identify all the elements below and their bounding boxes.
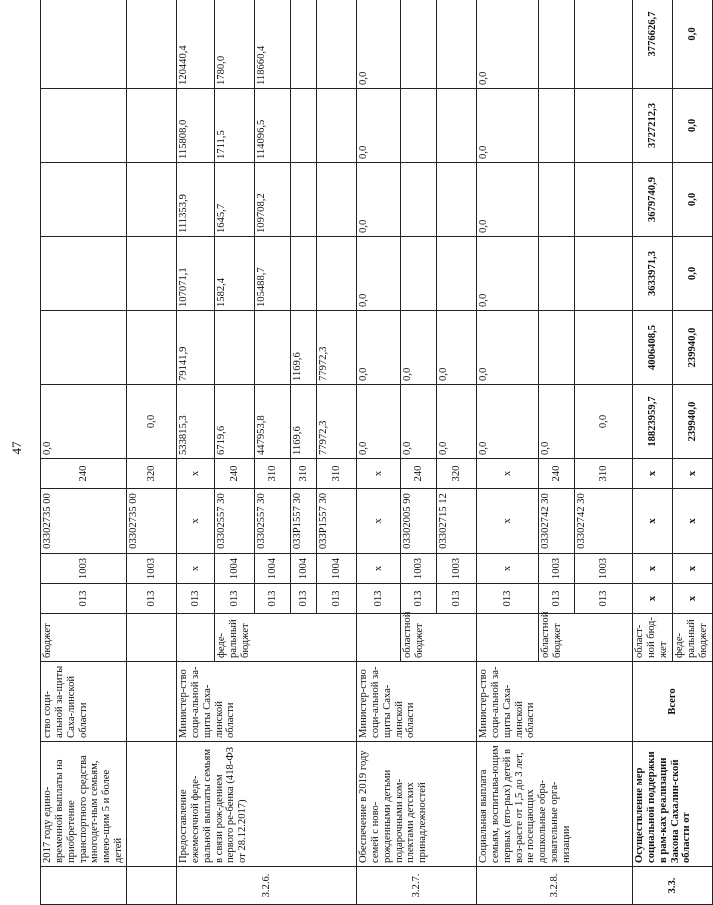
table-cell: Министер-ство соци-альной за-щиты Саха-линской области <box>477 662 633 742</box>
table-cell: 0,0 <box>673 89 713 163</box>
table-cell <box>575 237 633 311</box>
table-cell: 0,0 <box>357 311 401 385</box>
table-cell: феде-ральный бюджет <box>215 614 357 662</box>
table-cell: 1003 <box>437 554 477 584</box>
table-cell: 115808,0 <box>177 89 215 163</box>
table-cell: 240 <box>539 459 575 489</box>
table-cell <box>437 89 477 163</box>
table-cell: 3679740,9 <box>633 163 673 237</box>
table-cell: 18823959,7 <box>633 385 673 459</box>
table-cell: x <box>477 489 539 554</box>
table-cell: 107071,1 <box>177 237 215 311</box>
table-cell: 0,0 <box>477 237 539 311</box>
table-cell: 3.2.8. <box>477 867 633 905</box>
table-cell: 033P1557 30 <box>317 489 357 554</box>
table-cell <box>127 237 177 311</box>
table-cell <box>437 0 477 89</box>
table-cell: 03302557 30 <box>215 489 255 554</box>
table-cell: Предоставление ежемесячной феде-ральной выплаты семьям в связи рож-дением первого ре-бенка (418-ФЗ от 28.12.2017) <box>177 742 357 867</box>
table-cell: 1645,7 <box>215 163 255 237</box>
table-cell: 3.3. <box>633 867 713 905</box>
table-cell: x <box>177 459 215 489</box>
table-cell: 1169,6 <box>291 385 317 459</box>
table-cell: 013 <box>255 584 291 614</box>
table-cell: 77972,3 <box>317 311 357 385</box>
table-row <box>127 0 177 905</box>
table-cell: 0,0 <box>357 89 401 163</box>
table-cell: 0,0 <box>477 311 539 385</box>
table-cell: 240 <box>215 459 255 489</box>
table-cell: 03302005 90 <box>401 489 437 554</box>
table-cell: 1003 <box>127 554 177 584</box>
table-cell: областной бюджет <box>401 614 477 662</box>
table-cell: 320 <box>437 459 477 489</box>
table-row <box>357 0 401 905</box>
table-cell: 0,0 <box>477 0 539 89</box>
table-cell: бюджет <box>41 614 127 662</box>
table-cell: 0,0 <box>41 385 127 459</box>
table-cell <box>477 614 539 662</box>
table-cell <box>539 237 575 311</box>
budget-table <box>40 0 713 905</box>
table-cell: x <box>177 489 215 554</box>
table-cell: 0,0 <box>477 163 539 237</box>
table-cell <box>357 614 401 662</box>
table-cell: 1003 <box>41 554 127 584</box>
table-cell: Обеспечение в 2019 году семей с ново-рожденными детьми подарочными ком-плектами детских принадлежностей <box>357 742 477 867</box>
table-cell: 0,0 <box>575 385 633 459</box>
table-cell: 1711,5 <box>215 89 255 163</box>
table-cell <box>539 163 575 237</box>
table-cell <box>127 742 177 867</box>
table-cell <box>41 867 127 905</box>
table-cell: 0,0 <box>401 311 437 385</box>
table-cell: 0,0 <box>357 237 401 311</box>
table-cell <box>575 89 633 163</box>
table-cell: 1004 <box>317 554 357 584</box>
table-cell <box>317 237 357 311</box>
table-cell: 3633971,3 <box>633 237 673 311</box>
table-cell: 1003 <box>539 554 575 584</box>
table-cell: 013 <box>401 584 437 614</box>
table-cell: x <box>477 459 539 489</box>
table-cell: 0,0 <box>673 163 713 237</box>
table-row <box>177 0 215 905</box>
table-cell: 240 <box>41 459 127 489</box>
table-cell: 118660,4 <box>255 0 291 89</box>
table-cell <box>437 163 477 237</box>
table-cell <box>41 311 127 385</box>
table-cell: 114096,5 <box>255 89 291 163</box>
table-row <box>633 0 673 905</box>
table-cell <box>539 89 575 163</box>
table-cell: феде-ральный бюджет <box>673 614 713 662</box>
table-cell: x <box>357 489 401 554</box>
table-cell: x <box>633 584 673 614</box>
table-cell <box>401 163 437 237</box>
table-cell: 0,0 <box>357 385 401 459</box>
table-cell: 1003 <box>401 554 437 584</box>
table-cell <box>317 0 357 89</box>
table-cell: 0,0 <box>357 0 401 89</box>
table-cell: 03302735 00 <box>127 489 177 554</box>
table-cell: 3776626,7 <box>633 0 673 89</box>
table-cell: 3.2.7. <box>357 867 477 905</box>
table-cell: 03302742 30 <box>575 489 633 554</box>
table-cell: 533815,3 <box>177 385 215 459</box>
table-cell: 013 <box>215 584 255 614</box>
table-cell: 013 <box>477 584 539 614</box>
table-cell: 77972,3 <box>317 385 357 459</box>
table-cell: 033P1557 30 <box>291 489 317 554</box>
table-cell: 013 <box>437 584 477 614</box>
table-cell: 0,0 <box>401 385 437 459</box>
table-cell <box>539 311 575 385</box>
table-cell <box>291 163 317 237</box>
table-cell: 109708,2 <box>255 163 291 237</box>
table-cell <box>575 163 633 237</box>
table-cell <box>401 237 437 311</box>
table-cell <box>127 662 177 742</box>
table-cell <box>575 0 633 89</box>
table-cell: x <box>673 554 713 584</box>
table-cell: 03302735 00 <box>41 489 127 554</box>
table-cell <box>539 0 575 89</box>
table-cell <box>317 163 357 237</box>
table-cell: Всего <box>633 662 713 742</box>
table-cell: 239940,0 <box>673 385 713 459</box>
table-cell: 0,0 <box>357 163 401 237</box>
table-cell: 310 <box>575 459 633 489</box>
table-cell: 013 <box>177 584 215 614</box>
table-cell <box>401 0 437 89</box>
table-cell <box>127 0 177 89</box>
table-cell: 0,0 <box>673 0 713 89</box>
table-row <box>477 0 539 905</box>
table-cell: Социальная выплата семьям, воспитыва-ющим первых (вто-рых) детей в воз-расте от 1,5 до 3 лет, не посещающих дошкольные обра-зовательные орга-низации <box>477 742 633 867</box>
table-cell: област-ной бюд-жет <box>633 614 673 662</box>
table-cell: 013 <box>127 584 177 614</box>
table-cell <box>317 89 357 163</box>
table-cell: 03302742 30 <box>539 489 575 554</box>
table-cell: 013 <box>575 584 633 614</box>
table-cell: ство соци-альной за-щиты Саха-линской области <box>41 662 127 742</box>
table-cell <box>291 89 317 163</box>
budget-table-body <box>41 0 713 905</box>
table-cell <box>127 867 177 905</box>
page-number: 47 <box>9 441 24 455</box>
table-cell <box>127 311 177 385</box>
table-cell: x <box>673 584 713 614</box>
table-cell <box>177 614 215 662</box>
table-cell: 310 <box>317 459 357 489</box>
table-cell: 447953,8 <box>255 385 291 459</box>
table-cell: 111353,9 <box>177 163 215 237</box>
table-cell <box>127 163 177 237</box>
rotated-budget-table-sheet <box>40 0 709 905</box>
table-cell: 0,0 <box>437 385 477 459</box>
table-cell: 1004 <box>215 554 255 584</box>
table-cell: x <box>177 554 215 584</box>
table-cell <box>41 0 127 89</box>
table-cell: Осуществление мер социальной поддержки в рам-ках реализации Закона Сахалин-ской области от <box>633 742 713 867</box>
table-cell: 1004 <box>291 554 317 584</box>
table-cell: 0,0 <box>477 89 539 163</box>
table-cell: 1169,6 <box>291 311 317 385</box>
table-cell <box>41 237 127 311</box>
table-cell: 1780,0 <box>215 0 255 89</box>
table-cell: 013 <box>317 584 357 614</box>
table-cell <box>127 89 177 163</box>
table-cell <box>575 311 633 385</box>
table-cell: 03302715 12 <box>437 489 477 554</box>
table-cell: 310 <box>255 459 291 489</box>
table-cell: 310 <box>291 459 317 489</box>
table-cell <box>437 237 477 311</box>
table-cell: 013 <box>291 584 317 614</box>
table-cell: x <box>673 459 713 489</box>
table-cell: 3727212,3 <box>633 89 673 163</box>
table-cell: областной бюджет <box>539 614 633 662</box>
table-cell <box>127 614 177 662</box>
table-cell: 0,0 <box>539 385 575 459</box>
table-cell: x <box>477 554 539 584</box>
table-cell: 0,0 <box>673 237 713 311</box>
table-cell: 240 <box>401 459 437 489</box>
table-cell: 0,0 <box>127 385 177 459</box>
table-cell: 4006408,5 <box>633 311 673 385</box>
table-cell: 0,0 <box>437 311 477 385</box>
table-cell: 1003 <box>575 554 633 584</box>
table-cell: x <box>633 459 673 489</box>
table-cell: 03302557 30 <box>255 489 291 554</box>
table-cell: 120440,4 <box>177 0 215 89</box>
table-cell: 013 <box>41 584 127 614</box>
table-cell: 013 <box>357 584 401 614</box>
table-cell: Министер-ство соци-альной за-щиты Саха-линской области <box>357 662 477 742</box>
table-cell <box>401 89 437 163</box>
table-cell <box>255 311 291 385</box>
table-cell: 6719,6 <box>215 385 255 459</box>
table-cell <box>291 0 317 89</box>
table-cell: x <box>357 459 401 489</box>
table-cell: 320 <box>127 459 177 489</box>
table-cell <box>215 311 255 385</box>
table-cell <box>41 89 127 163</box>
table-cell: 79141,9 <box>177 311 215 385</box>
table-cell <box>41 163 127 237</box>
table-cell: x <box>357 554 401 584</box>
table-cell: 1004 <box>255 554 291 584</box>
table-cell: x <box>633 489 673 554</box>
table-cell <box>291 237 317 311</box>
table-cell: 1582,4 <box>215 237 255 311</box>
table-cell: Министер-ство соци-альной за-щиты Саха-линской области <box>177 662 357 742</box>
table-cell: x <box>633 554 673 584</box>
table-cell: 2017 году едино-временной выплаты на приобретение транспортного средства многодет-ным семьям, имею-щим 5 и более детей <box>41 742 127 867</box>
table-cell: 0,0 <box>477 385 539 459</box>
table-cell: x <box>673 489 713 554</box>
table-row <box>41 0 127 905</box>
table-cell: 013 <box>539 584 575 614</box>
table-cell: 239940,0 <box>673 311 713 385</box>
table-cell: 3.2.6. <box>177 867 357 905</box>
table-cell: 105488,7 <box>255 237 291 311</box>
